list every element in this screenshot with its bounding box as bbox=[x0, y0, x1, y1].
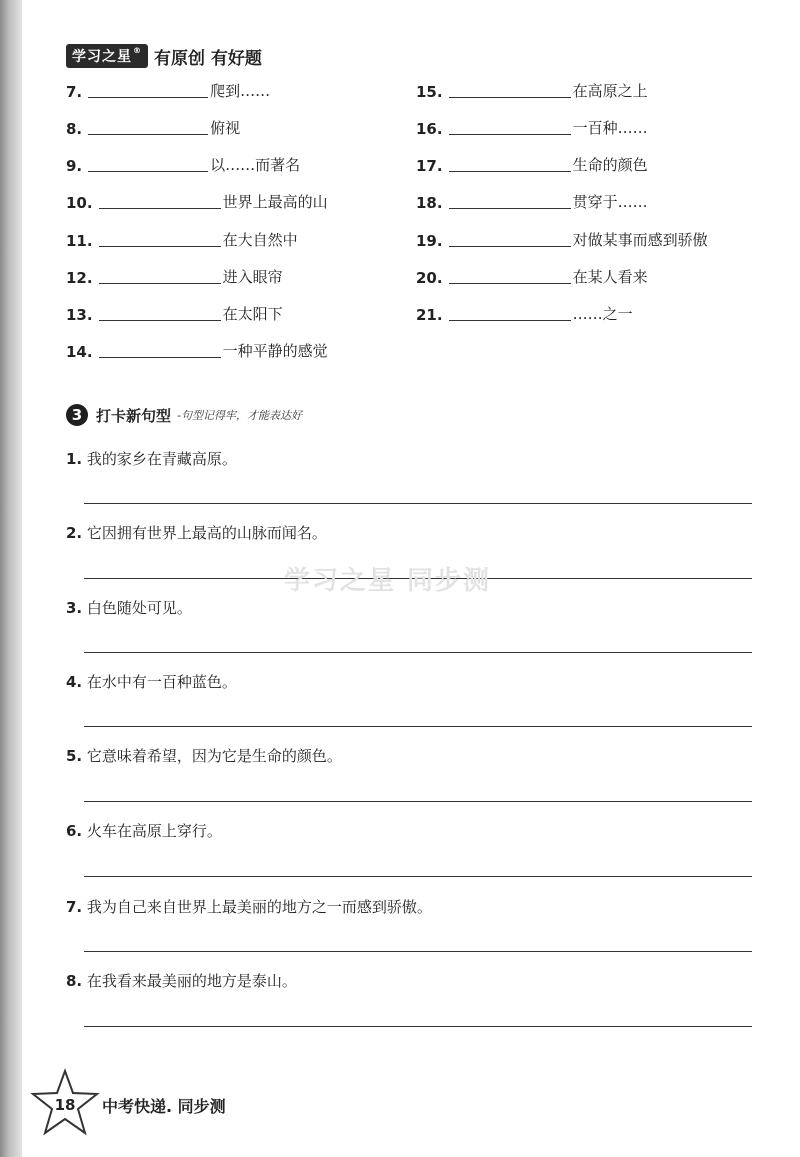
vocab-item: 17. 生命的颜色 bbox=[416, 156, 648, 175]
vocab-item: 15. 在高原之上 bbox=[416, 82, 648, 101]
answer-blank[interactable] bbox=[449, 83, 571, 98]
answer-blank[interactable] bbox=[99, 306, 221, 321]
footer bbox=[30, 1068, 330, 1148]
answer-blank[interactable] bbox=[449, 269, 571, 284]
vocab-item: 10. 世界上最高的山 bbox=[66, 193, 328, 212]
answer-blank[interactable] bbox=[449, 194, 571, 209]
answer-blank[interactable] bbox=[99, 194, 221, 209]
section-title: 打卡新句型 bbox=[96, 406, 172, 425]
vocab-item: 14. 一种平静的感觉 bbox=[66, 342, 328, 361]
sentence-prompt: 2. 它因拥有世界上最高的山脉而闻名。 bbox=[66, 524, 327, 542]
answer-blank[interactable] bbox=[449, 232, 571, 247]
vocab-item: 13. 在太阳下 bbox=[66, 305, 283, 324]
answer-line[interactable] bbox=[84, 652, 752, 653]
brand-logo: 学习之星® bbox=[66, 44, 148, 68]
vocab-item: 8. 俯视 bbox=[66, 119, 241, 138]
sentence-prompt: 6. 火车在高原上穿行。 bbox=[66, 822, 222, 840]
answer-blank[interactable] bbox=[99, 343, 221, 358]
answer-blank[interactable] bbox=[88, 83, 208, 98]
sentence-prompt: 8. 在我看来最美丽的地方是泰山。 bbox=[66, 972, 297, 990]
answer-line[interactable] bbox=[84, 726, 752, 727]
vocab-item: 19. 对做某事而感到骄傲 bbox=[416, 231, 708, 250]
sentence-prompt: 5. 它意味着希望，因为它是生命的颜色。 bbox=[66, 747, 342, 765]
answer-blank[interactable] bbox=[88, 120, 208, 135]
vocab-item: 16. 一百种…… bbox=[416, 119, 648, 138]
answer-line[interactable] bbox=[84, 876, 752, 877]
vocab-item: 20. 在某人看来 bbox=[416, 268, 648, 287]
answer-line[interactable] bbox=[84, 801, 752, 802]
answer-blank[interactable] bbox=[99, 269, 221, 284]
answer-blank[interactable] bbox=[99, 232, 221, 247]
answer-blank[interactable] bbox=[449, 157, 571, 172]
sentence-prompt: 3. 白色随处可见。 bbox=[66, 599, 192, 617]
answer-blank[interactable] bbox=[449, 306, 571, 321]
watermark: 学习之星 同步测 bbox=[284, 566, 492, 596]
section-subtitle: -句型记得牢，才能表达好 bbox=[177, 409, 302, 422]
sentence-prompt: 4. 在水中有一百种蓝色。 bbox=[66, 673, 237, 691]
vocab-item: 21. ……之一 bbox=[416, 305, 633, 324]
answer-line[interactable] bbox=[84, 951, 752, 952]
vocab-item: 9. 以……而著名 bbox=[66, 156, 301, 175]
answer-blank[interactable] bbox=[449, 120, 571, 135]
vocab-item: 7. 爬到…… bbox=[66, 82, 271, 101]
vocab-item: 12. 进入眼帘 bbox=[66, 268, 283, 287]
binding-strip bbox=[0, 0, 22, 1157]
header-tagline: 有原创 有好题 bbox=[154, 48, 262, 69]
page-number: 18 bbox=[54, 1096, 76, 1114]
answer-line[interactable] bbox=[84, 1026, 752, 1027]
footer-text: 中考快递. 同步测 bbox=[102, 1097, 226, 1116]
vocab-item: 11. 在大自然中 bbox=[66, 231, 298, 250]
sentence-prompt: 7. 我为自己来自世界上最美丽的地方之一而感到骄傲。 bbox=[66, 898, 432, 916]
vocab-item: 18. 贯穿于…… bbox=[416, 193, 648, 212]
section-header bbox=[66, 404, 302, 426]
answer-blank[interactable] bbox=[88, 157, 208, 172]
header bbox=[66, 44, 262, 68]
sentence-prompt: 1. 我的家乡在青藏高原。 bbox=[66, 450, 237, 468]
answer-line[interactable] bbox=[84, 503, 752, 504]
section-number-icon: 3 bbox=[66, 404, 88, 426]
